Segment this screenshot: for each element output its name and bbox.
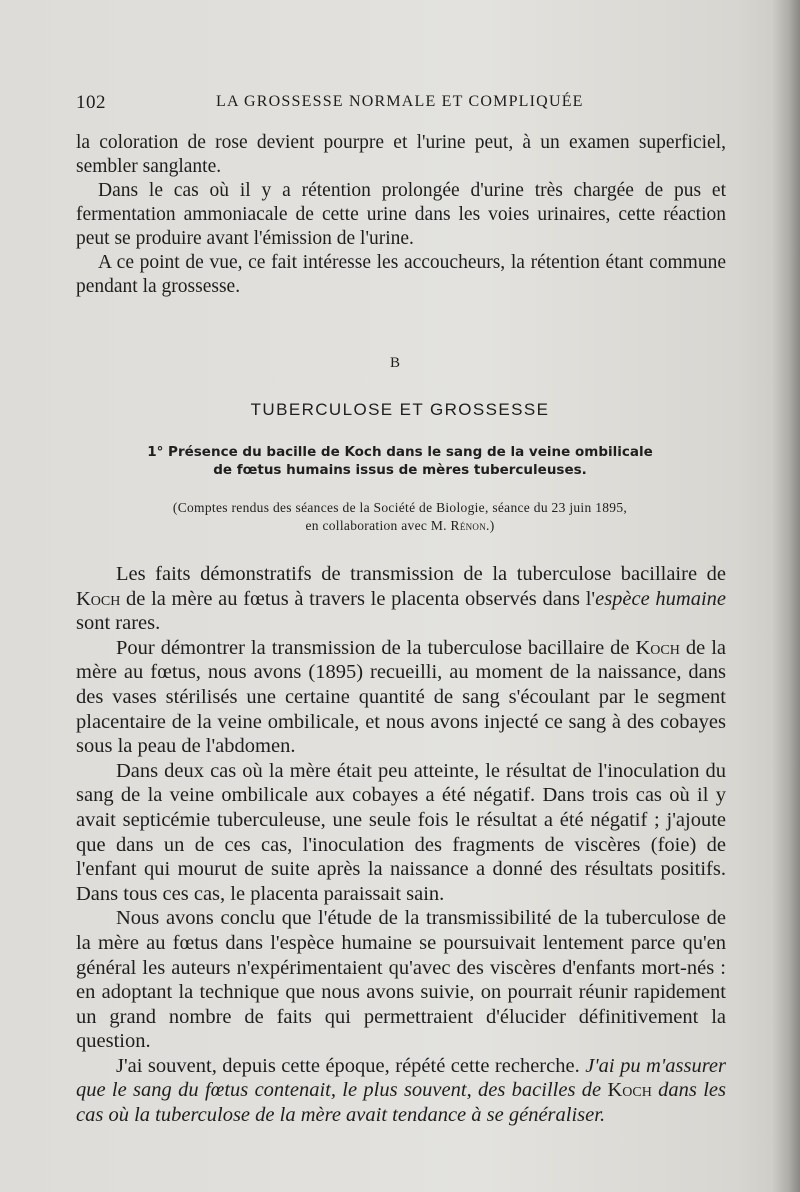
text-run: Pour démontrer la transmission de la tuberculose bacillaire de bbox=[116, 636, 636, 659]
text-run: J'ai souvent, depuis cette époque, répété cette recherche. bbox=[116, 1054, 586, 1077]
author-name: Koch bbox=[607, 1079, 652, 1102]
citation-text: en collaboration avec M. bbox=[305, 518, 451, 533]
text-run: sont rares. bbox=[76, 612, 161, 635]
page-edge-shadow bbox=[772, 0, 800, 1192]
author-name: Koch bbox=[635, 636, 680, 659]
subtitle-line: 1° Présence du bacille de Koch dans le sang de la veine ombilicale bbox=[147, 444, 653, 460]
paragraph bbox=[76, 562, 726, 636]
citation-line bbox=[110, 517, 690, 535]
emphasis: espèce humaine bbox=[595, 587, 726, 610]
page-header bbox=[76, 92, 736, 116]
author-name: Rénon bbox=[450, 518, 487, 533]
paragraph: Dans le cas où il y a rétention prolongée d'urine très chargée de pus et fermentation ammoniacale de cette urine dans les voies urinaires, cette réaction peut se produire avant l'émission de l'urine. bbox=[76, 180, 726, 249]
page-number: 102 bbox=[76, 92, 106, 113]
subtitle-line: de fœtus humains issus de mères tuberculeuses. bbox=[213, 462, 587, 478]
emphasis: dans les cas où la tuberculose de la mère avait tendance à se généraliser. bbox=[76, 1079, 726, 1127]
paragraph bbox=[76, 636, 726, 759]
section-letter: B bbox=[390, 355, 401, 371]
author-name: Koch bbox=[76, 587, 121, 610]
section-subtitle bbox=[120, 443, 680, 479]
running-title: LA GROSSESSE NORMALE ET COMPLIQUÉE bbox=[216, 93, 584, 110]
citation-text: .) bbox=[486, 518, 495, 533]
text-run: de la mère au fœtus à travers le placenta observés dans l' bbox=[120, 587, 596, 610]
citation bbox=[110, 499, 690, 535]
paragraph: Nous avons conclu que l'étude de la transmissibilité de la tuberculose de la mère au fœtus dans l'espèce humaine se poursuivait lentement parce qu'en général les auteurs n'expérimentaient qu'avec des viscères d'enfants mort-nés : en adoptant la technique que nous avons suivie, on pourrait réunir rapidement un grand nombre de faits qui permettraient d'élucider définitivement la question. bbox=[76, 907, 726, 1053]
paragraph: la coloration de rose devient pourpre et l'urine peut, à un examen superficiel, sembler sanglante. bbox=[76, 132, 726, 177]
top-text-block bbox=[76, 131, 726, 299]
emphasis: J'ai pu m'assurer que le sang du fœtus contenait, le plus souvent, des bacilles de bbox=[76, 1054, 726, 1102]
paragraph: A ce point de vue, ce fait intéresse les accoucheurs, la rétention étant commune pendant la grossesse. bbox=[76, 252, 726, 297]
citation-line: (Comptes rendus des séances de la Société de Biologie, séance du 23 juin 1895, bbox=[172, 500, 628, 515]
main-text-block bbox=[76, 562, 726, 1128]
text-run: de la mère au fœtus, nous avons (1895) recueilli, au moment de la naissance, dans des vases stérilisés une certaine quantité de sang s'écoulant par le segment placentaire de la veine ombilicale, et nous avons injecté ce sang à des cobayes sous la peau de l'abdomen. bbox=[76, 636, 726, 758]
section-title: TUBERCULOSE ET GROSSESSE bbox=[250, 400, 550, 419]
paragraph bbox=[76, 1054, 726, 1128]
text-run: Les faits démonstratifs de transmission de la tuberculose bacillaire de bbox=[116, 563, 726, 585]
paragraph: Dans deux cas où la mère était peu atteinte, le résultat de l'inoculation du sang de la veine ombilicale aux cobayes a été négatif. Dans trois cas où il y avait septicémie tuberculeuse, une seule fois le résultat a été négatif ; j'ajoute que dans un de ces cas, l'inoculation des fragments de viscères (foie) de l'enfant qui mourut de suite après la naissance a donné des résultats positifs. Dans tous ces cas, le placenta paraissait sain. bbox=[76, 759, 726, 905]
